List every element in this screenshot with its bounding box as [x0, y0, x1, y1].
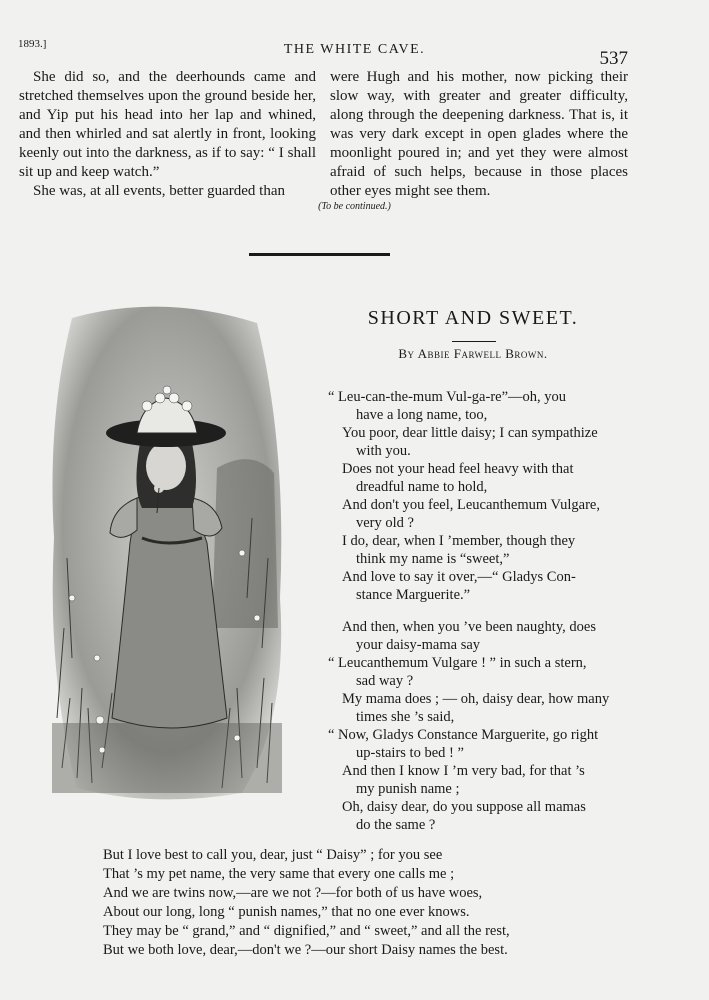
poem-body — [328, 388, 628, 834]
poem-line: with you. — [356, 443, 411, 459]
poem-line: times she ’s said, — [356, 709, 455, 725]
poem-line: But I love best to call you, dear, just “ Daisy” ; for you see — [103, 847, 443, 863]
poem-line: think my name is “sweet,” — [356, 551, 510, 567]
poem-line: “ Now, Gladys Constance Marguerite, go right — [328, 727, 599, 743]
poem-title: SHORT AND SWEET. — [367, 307, 579, 329]
poem-line: stance Marguerite.” — [356, 587, 471, 603]
poem-line: your daisy-mama say — [356, 637, 481, 653]
header-year: 1893.] — [18, 38, 47, 50]
poem-line: Oh, daisy dear, do you suppose all mamas — [342, 799, 586, 815]
section-divider — [249, 253, 390, 256]
running-title: THE WHITE CAVE. — [283, 42, 426, 57]
poem-line: I do, dear, when I ’member, though they — [342, 533, 576, 549]
poem-line: have a long name, too, — [356, 407, 488, 423]
poem-line: And don't you feel, Leucanthemum Vulgare, — [342, 497, 600, 513]
poem-line: And we are twins now,—are we not ?—for both of us have woes, — [103, 885, 483, 901]
poem-line: “ Leu-can-the-mum Vul-ga-re”—oh, you — [328, 389, 567, 405]
right-column — [330, 68, 628, 201]
poem-line: That ’s my pet name, the very same that every one calls me ; — [103, 866, 455, 882]
poem-line: dreadful name to hold, — [356, 479, 488, 495]
poem-line: They may be “ grand,” and “ dignified,” and “ sweet,” and all the rest, — [103, 923, 510, 939]
poem-line: You poor, dear little daisy; I can sympathize — [342, 425, 598, 441]
poem-line: sad way ? — [356, 673, 414, 689]
poem-line: And then I know I ’m very bad, for that ’s — [342, 763, 585, 779]
poem-line: And then, when you ’ve been naughty, does — [342, 619, 596, 635]
poem-line: But we both love, dear,—don't we ?—our short Daisy names the best. — [103, 942, 508, 958]
page-number: 537 — [599, 48, 628, 69]
to-be-continued: (To be continued.) — [318, 201, 391, 212]
poem-final-stanza — [103, 846, 573, 960]
left-column — [19, 68, 316, 201]
paragraph: She was, at all events, better guarded than — [33, 183, 285, 199]
poem-line: very old ? — [356, 515, 414, 531]
poem-line: do the same ? — [356, 817, 436, 833]
poem-line: My mama does ; — oh, daisy dear, how many — [342, 691, 610, 707]
byline: By Abbie Farwell Brown. — [398, 346, 548, 361]
poem-line: About our long, long “ punish names,” that no one ever knows. — [103, 904, 470, 920]
paragraph: She did so, and the deerhounds came and stretched themselves upon the ground beside her, and Yip put his head into her lap and whined, and then whirled and sat alertly in front, looking keenly out into the darkness, as if to say: “ I shall sit up and keep watch.” — [19, 69, 316, 180]
title-rule — [452, 341, 496, 342]
poem-line: up-stairs to bed ! ” — [356, 745, 464, 761]
girl-in-meadow-illustration — [42, 298, 288, 803]
poem-line: my punish name ; — [356, 781, 460, 797]
poem-line: Does not your head feel heavy with that — [342, 461, 574, 477]
poem-line: And love to say it over,—“ Gladys Con- — [342, 569, 576, 585]
poem-line: “ Leucanthemum Vulgare ! ” in such a stern, — [328, 655, 587, 671]
paragraph: were Hugh and his mother, now picking their slow way, with greater and greater difficulty, along through the deepening darkness. That is, it was very dark except in open glades where the moonlight poured in; and yet they were almost afraid of such helps, because in those places other eyes might see them. — [330, 69, 628, 199]
